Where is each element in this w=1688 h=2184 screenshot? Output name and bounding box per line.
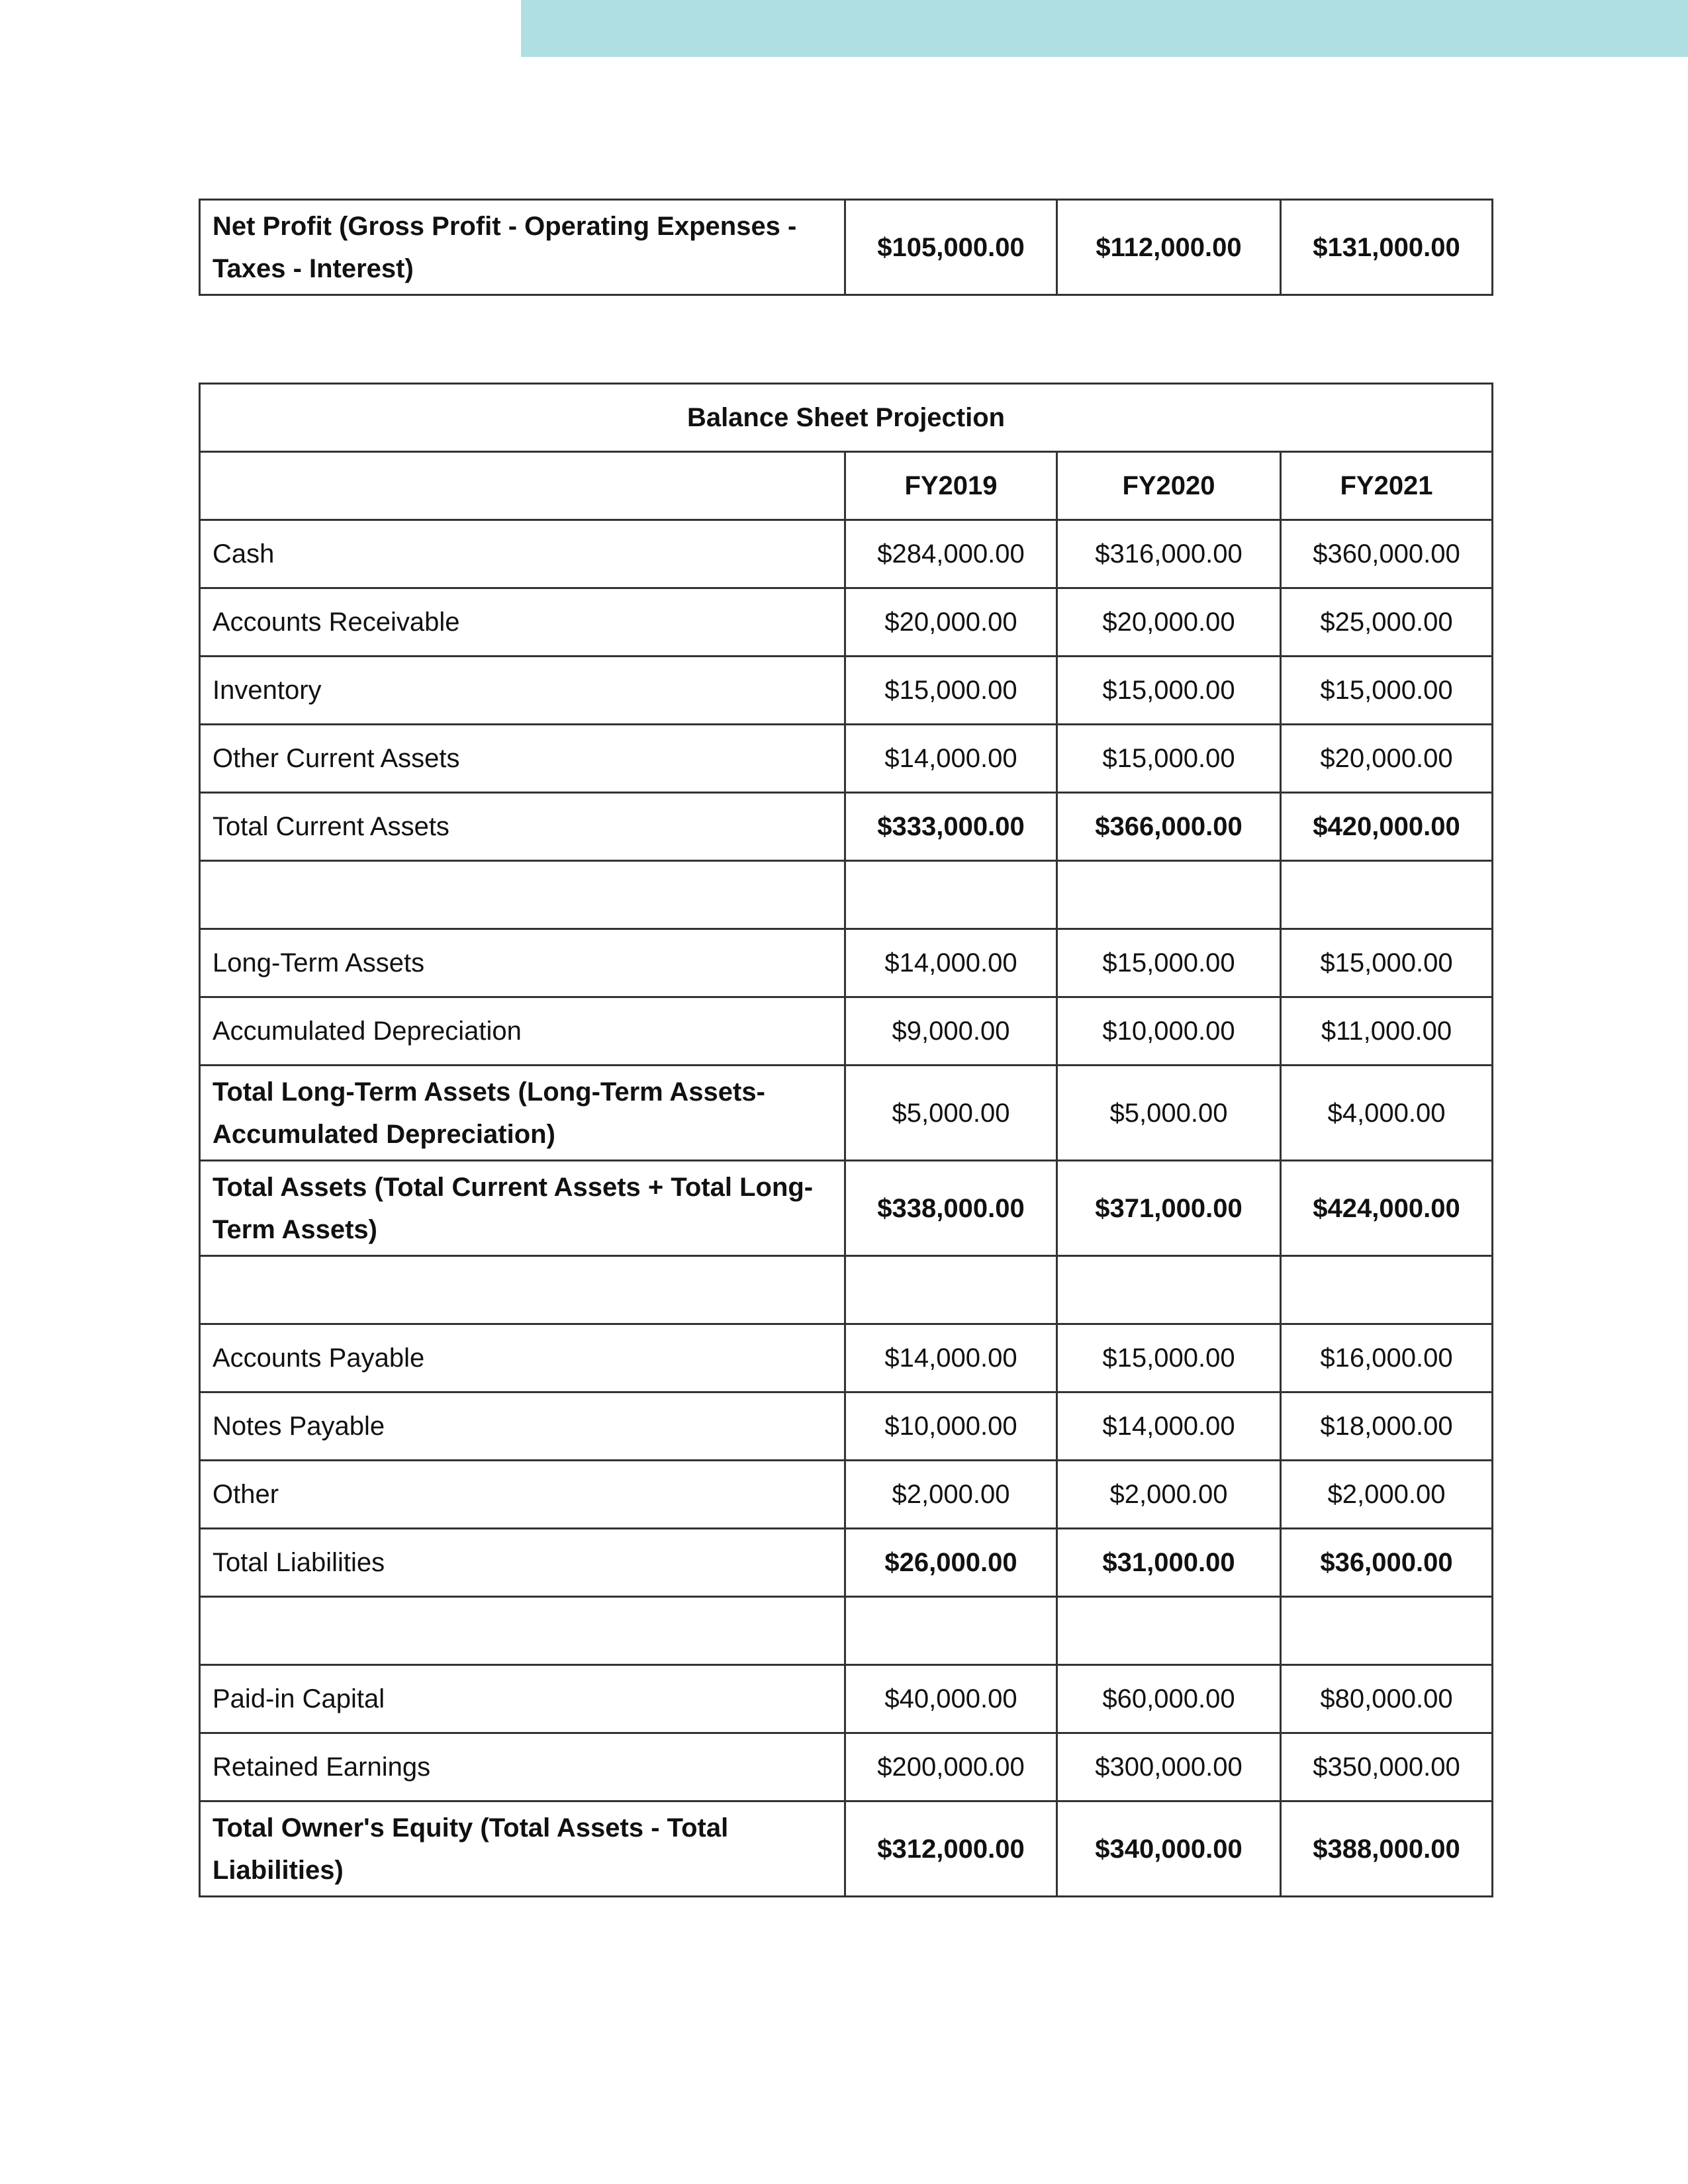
cell-value: $20,000.00 (1281, 725, 1493, 793)
cell-value (1057, 861, 1281, 929)
cell-value: $312,000.00 (845, 1801, 1057, 1897)
cell-value: $25,000.00 (1281, 588, 1493, 657)
table-row (200, 997, 1493, 1066)
table-row (200, 725, 1493, 793)
table-row (200, 793, 1493, 861)
net-profit-fy2019: $105,000.00 (845, 200, 1057, 295)
table-row (200, 1324, 1493, 1392)
cell-value: $15,000.00 (1281, 929, 1493, 997)
cell-value (1281, 1597, 1493, 1665)
cell-value: $366,000.00 (1057, 793, 1281, 861)
header-accent-band (521, 0, 1688, 57)
row-label: Accumulated Depreciation (200, 997, 845, 1066)
cell-value (1057, 1597, 1281, 1665)
cell-value: $15,000.00 (1057, 1324, 1281, 1392)
cell-value: $40,000.00 (845, 1665, 1057, 1733)
cell-value: $316,000.00 (1057, 520, 1281, 588)
cell-value: $360,000.00 (1281, 520, 1493, 588)
cell-value: $18,000.00 (1281, 1392, 1493, 1461)
cell-value: $36,000.00 (1281, 1529, 1493, 1597)
row-label: Total Assets (Total Current Assets + Total Long-Term Assets) (200, 1161, 845, 1256)
table-row (200, 1733, 1493, 1801)
cell-value: $11,000.00 (1281, 997, 1493, 1066)
cell-value: $20,000.00 (1057, 588, 1281, 657)
cell-value (1281, 1256, 1493, 1324)
cell-value: $340,000.00 (1057, 1801, 1281, 1897)
cell-value: $26,000.00 (845, 1529, 1057, 1597)
row-label: Notes Payable (200, 1392, 845, 1461)
cell-value: $4,000.00 (1281, 1066, 1493, 1161)
row-label (200, 1597, 845, 1665)
cell-value: $338,000.00 (845, 1161, 1057, 1256)
table-row (200, 657, 1493, 725)
row-label: Total Owner's Equity (Total Assets - Total Liabilities) (200, 1801, 845, 1897)
row-label: Long-Term Assets (200, 929, 845, 997)
cell-value: $15,000.00 (1281, 657, 1493, 725)
table-row (200, 1461, 1493, 1529)
spacer-row (200, 1256, 1493, 1324)
row-label: Inventory (200, 657, 845, 725)
row-label: Other Current Assets (200, 725, 845, 793)
cell-value: $14,000.00 (845, 725, 1057, 793)
row-label: Other (200, 1461, 845, 1529)
net-profit-fy2020: $112,000.00 (1057, 200, 1281, 295)
balance-sheet-title: Balance Sheet Projection (200, 384, 1493, 452)
cell-value: $20,000.00 (845, 588, 1057, 657)
row-label: Total Liabilities (200, 1529, 845, 1597)
cell-value: $15,000.00 (1057, 725, 1281, 793)
cell-value: $14,000.00 (845, 1324, 1057, 1392)
cell-value (1057, 1256, 1281, 1324)
row-label: Accounts Receivable (200, 588, 845, 657)
row-label: Accounts Payable (200, 1324, 845, 1392)
cell-value: $420,000.00 (1281, 793, 1493, 861)
cell-value: $2,000.00 (1057, 1461, 1281, 1529)
cell-value: $80,000.00 (1281, 1665, 1493, 1733)
cell-value: $14,000.00 (845, 929, 1057, 997)
cell-value: $424,000.00 (1281, 1161, 1493, 1256)
net-profit-label: Net Profit (Gross Profit - Operating Expenses - Taxes - Interest) (200, 200, 845, 295)
table-row (200, 1066, 1493, 1161)
column-header-fy2021: FY2021 (1281, 452, 1493, 520)
row-label: Total Current Assets (200, 793, 845, 861)
balance-sheet-table (199, 383, 1493, 1897)
cell-value: $2,000.00 (1281, 1461, 1493, 1529)
cell-value (845, 1256, 1057, 1324)
spacer-row (200, 1597, 1493, 1665)
table-row (200, 1161, 1493, 1256)
cell-value: $5,000.00 (845, 1066, 1057, 1161)
row-label: Retained Earnings (200, 1733, 845, 1801)
table-row (200, 1801, 1493, 1897)
balance-title-row (200, 384, 1493, 452)
cell-value (845, 1597, 1057, 1665)
table-row (200, 1665, 1493, 1733)
row-label (200, 861, 845, 929)
table-row (200, 1392, 1493, 1461)
row-label: Total Long-Term Assets (Long-Term Assets- Accumulated Depreciation) (200, 1066, 845, 1161)
table-row (200, 929, 1493, 997)
net-profit-row (200, 200, 1493, 295)
column-header-row (200, 452, 1493, 520)
cell-value: $15,000.00 (1057, 929, 1281, 997)
cell-value: $15,000.00 (845, 657, 1057, 725)
cell-value: $15,000.00 (1057, 657, 1281, 725)
cell-value: $2,000.00 (845, 1461, 1057, 1529)
cell-value: $31,000.00 (1057, 1529, 1281, 1597)
cell-value: $350,000.00 (1281, 1733, 1493, 1801)
cell-value: $371,000.00 (1057, 1161, 1281, 1256)
cell-value: $200,000.00 (845, 1733, 1057, 1801)
cell-value: $5,000.00 (1057, 1066, 1281, 1161)
spacer-row (200, 861, 1493, 929)
table-row (200, 1529, 1493, 1597)
table-row (200, 588, 1493, 657)
cell-value: $9,000.00 (845, 997, 1057, 1066)
cell-value: $16,000.00 (1281, 1324, 1493, 1392)
net-profit-fy2021: $131,000.00 (1281, 200, 1493, 295)
column-header-fy2019: FY2019 (845, 452, 1057, 520)
cell-value: $388,000.00 (1281, 1801, 1493, 1897)
cell-value: $60,000.00 (1057, 1665, 1281, 1733)
row-label: Paid-in Capital (200, 1665, 845, 1733)
column-header-empty (200, 452, 845, 520)
cell-value (845, 861, 1057, 929)
row-label: Cash (200, 520, 845, 588)
cell-value (1281, 861, 1493, 929)
row-label (200, 1256, 845, 1324)
cell-value: $14,000.00 (1057, 1392, 1281, 1461)
net-profit-table (199, 199, 1493, 296)
cell-value: $300,000.00 (1057, 1733, 1281, 1801)
cell-value: $10,000.00 (1057, 997, 1281, 1066)
cell-value: $10,000.00 (845, 1392, 1057, 1461)
cell-value: $284,000.00 (845, 520, 1057, 588)
cell-value: $333,000.00 (845, 793, 1057, 861)
table-row (200, 520, 1493, 588)
column-header-fy2020: FY2020 (1057, 452, 1281, 520)
